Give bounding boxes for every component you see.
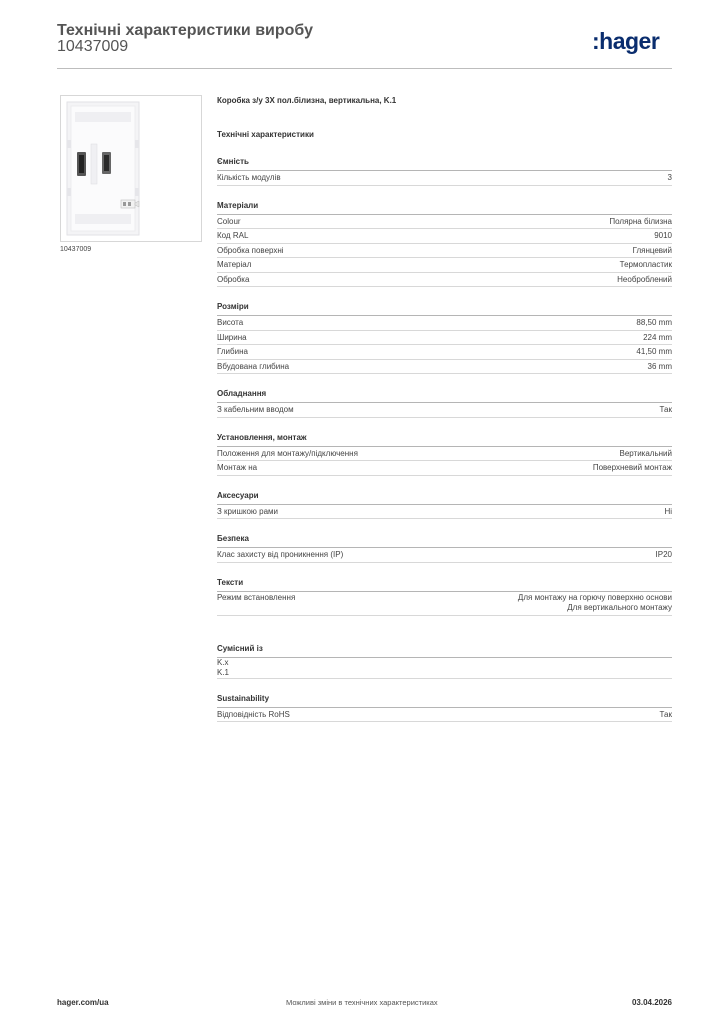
list-item: K.1	[217, 668, 672, 679]
spec-value-line: Для вертикального монтажу	[567, 602, 672, 612]
section-title: Сумісний із	[217, 644, 672, 658]
logo-prefix: :	[592, 28, 600, 54]
section-title: Безпека	[217, 534, 672, 548]
spec-row	[217, 316, 672, 331]
spec-value: Термопластик	[619, 260, 672, 269]
spec-label: Кількість модулів	[217, 173, 281, 182]
spec-value: 36 mm	[647, 361, 672, 371]
spec-row	[217, 171, 672, 186]
spec-value: Так	[659, 709, 672, 719]
spec-label: Ширина	[217, 332, 247, 342]
spec-value-line: Для монтажу на горючу поверхню основи	[517, 592, 672, 602]
product-image	[60, 95, 202, 242]
spec-value: Ні	[664, 506, 672, 516]
product-name: Коробка з/у 3X пол.білизна, вертикальна, K.1	[217, 96, 397, 105]
spec-label: Режим встановлення	[217, 592, 296, 602]
section-title: Розміри	[217, 302, 672, 316]
section-texts	[217, 578, 672, 616]
spec-value: Поверхневий монтаж	[592, 463, 672, 472]
spec-label: Матеріал	[217, 260, 252, 269]
spec-value	[518, 593, 672, 615]
product-number: 10437009	[57, 38, 129, 55]
spec-row	[217, 273, 672, 288]
spec-label: Відповідність RoHS	[217, 709, 290, 719]
spec-value: Глянцевий	[632, 245, 672, 255]
header-divider	[57, 68, 672, 69]
section-equipment	[217, 389, 672, 418]
spec-value: Вертикальний	[619, 448, 672, 458]
spec-label: Положення для монтажу/підключення	[217, 448, 358, 458]
spec-row	[217, 331, 672, 346]
spec-row	[217, 345, 672, 360]
section-accessories	[217, 491, 672, 520]
spec-value: 41,50 mm	[636, 347, 672, 356]
spec-label: Висота	[217, 318, 244, 327]
spec-label: Обробка	[217, 274, 250, 284]
spec-value: Полярна білизна	[609, 216, 672, 226]
section-installation	[217, 433, 672, 476]
spec-row	[217, 244, 672, 259]
spec-row	[217, 505, 672, 520]
section-sustainability	[217, 694, 672, 723]
spec-value: 3	[667, 173, 672, 182]
logo-text: hager	[599, 28, 660, 54]
spec-value: Так	[659, 405, 672, 414]
spec-value: IP20	[655, 550, 672, 559]
spec-row	[217, 461, 672, 476]
section-dimensions	[217, 302, 672, 374]
spec-label: Colour	[217, 216, 241, 226]
spec-row	[217, 447, 672, 462]
section-title: Обладнання	[217, 389, 672, 403]
spec-label: Клас захисту від проникнення (IP)	[217, 550, 344, 559]
section-title: Тексти	[217, 578, 672, 592]
section-title: Аксесуари	[217, 491, 672, 505]
spec-row	[217, 215, 672, 230]
section-capacity	[217, 157, 672, 186]
spec-label: Глибина	[217, 347, 248, 356]
tech-title: Технічні характеристики	[217, 130, 314, 139]
spec-row	[217, 229, 672, 244]
section-safety	[217, 534, 672, 563]
list-item: K.x	[217, 657, 229, 667]
footer-date: 03.04.2026	[631, 998, 672, 1007]
section-title: Ємність	[217, 157, 672, 171]
spec-row	[217, 548, 672, 563]
spec-value: 9010	[654, 231, 672, 240]
page-title: Технічні характеристики виробу	[57, 22, 313, 39]
spec-label: Обробка поверхні	[217, 245, 284, 255]
spec-row	[217, 708, 672, 723]
section-title: Установлення, монтаж	[217, 433, 672, 447]
spec-row	[217, 592, 672, 616]
spec-value: Необроблений	[617, 274, 672, 284]
section-title: Sustainability	[217, 694, 672, 708]
section-compatible	[217, 644, 672, 679]
footer-website: hager.com/ua	[57, 998, 109, 1007]
image-caption: 10437009	[60, 246, 92, 253]
spec-label: З кабельним вводом	[217, 405, 294, 414]
hager-logo	[592, 28, 659, 55]
spec-row	[217, 360, 672, 375]
spec-label: З кришкою рами	[217, 506, 279, 516]
section-title: Матеріали	[217, 201, 672, 215]
spec-label: Код RAL	[217, 231, 249, 240]
spec-row	[217, 258, 672, 273]
spec-value: 224 mm	[643, 332, 672, 342]
product-box-illustration	[61, 96, 201, 241]
footer-note: Можливі зміни в технічних характеристиках	[286, 998, 438, 1007]
section-materials	[217, 201, 672, 288]
spec-value: 88,50 mm	[636, 318, 672, 327]
spec-label: Монтаж на	[217, 463, 258, 472]
spec-label: Вбудована глибина	[217, 361, 290, 371]
spec-row	[217, 403, 672, 418]
spec-content	[217, 96, 672, 722]
